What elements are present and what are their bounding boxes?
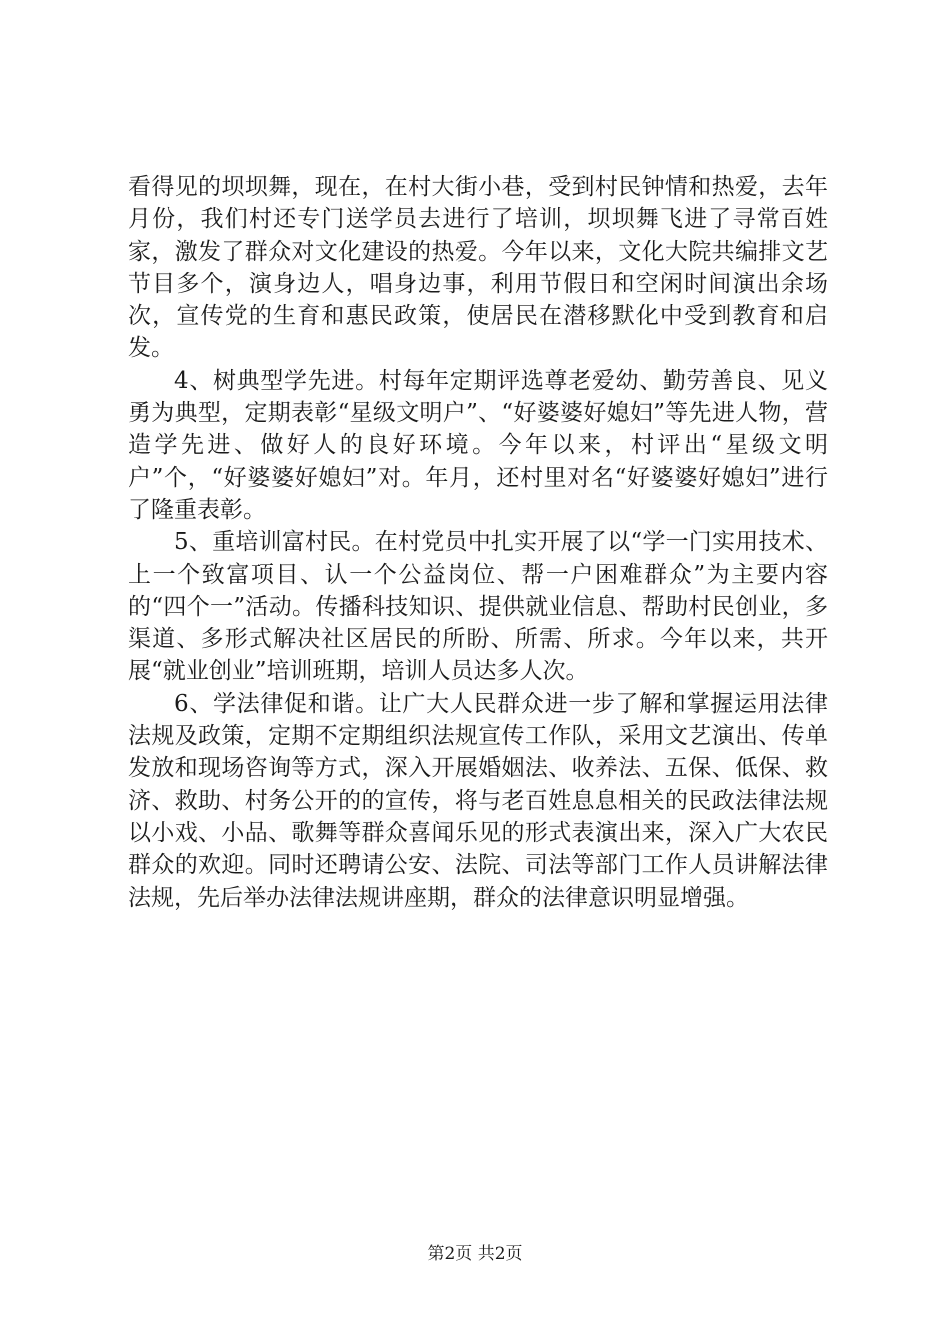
document-body: [128, 171, 828, 914]
page-footer: 第2页 共2页: [427, 1244, 523, 1264]
paragraph-1: 看得见的坝坝舞，现在，在村大街小巷，受到村民钟情和热爱，去年月份，我们村还专门送学员去进行了培训，坝坝舞飞进了寻常百姓家，激发了群众对文化建设的热爱。今年以来，文化大院共编排文艺节目多个，演身边人，唱身边事，利用节假日和空闲时间演出余场次，宣传党的生育和惠民政策，使居民在潜移默化中受到教育和启发。: [128, 174, 828, 362]
paragraph-2: 4、树典型学先进。村每年定期评选尊老爱幼、勤劳善良、见义勇为典型，定期表彰“星级文明户”、“好婆婆好媳妇”等先进人物，营造学先进、做好人的良好环境。今年以来，村评出“星级文明户”个，“好婆婆好媳妇”对。年月，还村里对名“好婆婆好媳妇”进行了隆重表彰。: [128, 367, 828, 523]
paragraph-4: 6、学法律促和谐。让广大人民群众进一步了解和掌握运用法律法规及政策，定期不定期组织法规宣传工作队，采用文艺演出、传单发放和现场咨询等方式，深入开展婚姻法、收养法、五保、低保、救济、救助、村务公开的的宣传，将与老百姓息息相关的民政法律法规以小戏、小品、歌舞等群众喜闻乐见的形式表演出来，深入广大农民群众的欢迎。同时还聘请公安、法院、司法等部门工作人员讲解法律法规，先后举办法律法规讲座期，群众的法律意识明显增强。: [128, 690, 828, 911]
paragraph-3: 5、重培训富村民。在村党员中扎实开展了以“学一门实用技术、上一个致富项目、认一个公益岗位、帮一户困难群众”为主要内容的“四个一”活动。传播科技知识、提供就业信息、帮助村民创业，多渠道、多形式解决社区居民的所盼、所需、所求。今年以来，共开展“就业创业”培训班期，培训人员达多人次。: [128, 529, 828, 685]
